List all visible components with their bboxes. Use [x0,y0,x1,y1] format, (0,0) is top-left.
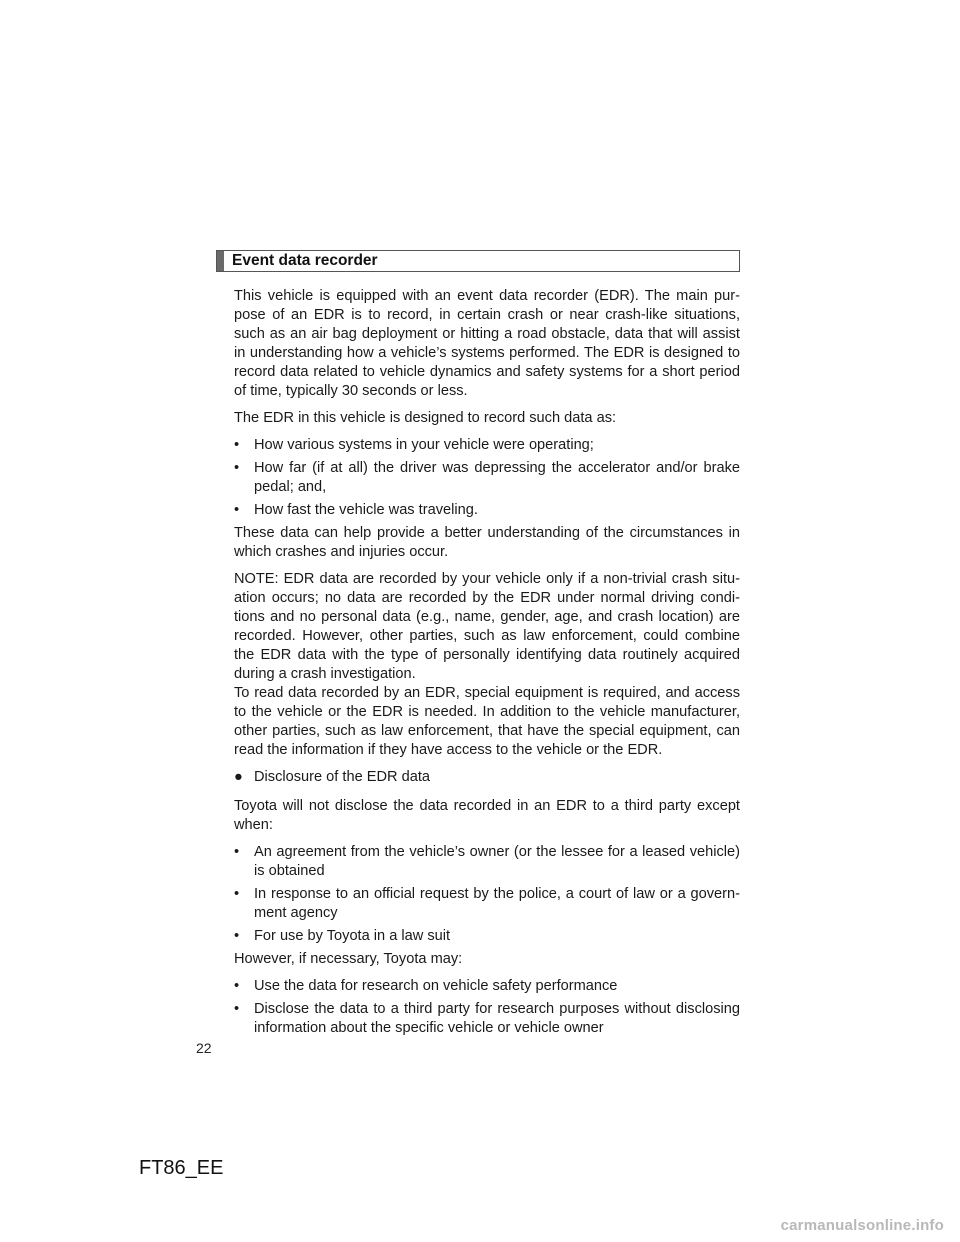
however-paragraph: However, if necessary, Toyota may: [234,951,463,967]
disclosure-subheading [234,768,740,787]
bullet-icon: • [234,886,240,902]
section-header [216,250,740,272]
filled-circle-icon: ● [234,769,243,785]
list1-intro: The EDR in this vehicle is designed to record such data as: [234,410,617,426]
bullet-icon: • [234,502,240,518]
bullet-icon: • [234,928,240,944]
body-content [234,287,740,1042]
intro-paragraph: This vehicle is equipped with an event data recorder (EDR). The main pur-pose of an EDR is to record, in certain crash or near crash-like situations, such as an air bag deployment or hitting a road obstacle, data that will assist in understanding how a vehicle’s systems performed. The EDR is designed to record data related to vehicle dynamics and safety systems for a short period of time, typically 30 seconds or less. [234,288,740,399]
list-item: • How fast the vehicle was traveling. [234,502,478,518]
list-item: • In response to an official request by the police, a court of law or a govern-ment agency [234,886,740,921]
disclosure-conditions-list [234,843,740,946]
list-item: • For use by Toyota in a law suit [234,928,451,944]
list-item: • Use the data for research on vehicle safety performance [234,978,618,994]
watermark: carmanualsonline.info [780,1217,944,1234]
access-paragraph: To read data recorded by an EDR, special equipment is required, and access to the vehicle or the EDR is needed. In addition to the vehicle manufacturer, other parties, such as law enforcement, that have the special equipment, can read the information if they have access to the vehicle or the EDR. [234,685,740,758]
list-item: • An agreement from the vehicle’s owner (or the lessee for a leased vehicle) is obtained [234,844,740,879]
bullet-icon: • [234,978,240,994]
after-list-paragraph: These data can help provide a better understanding of the circumstances in which crashes and injuries occur. [234,525,740,560]
list-item: • How various systems in your vehicle were operating; [234,437,594,453]
bullet-icon: • [234,1001,240,1017]
toyota-may-list [234,977,740,1038]
subheading-label: Disclosure of the EDR data [254,769,431,785]
note-paragraph: NOTE: EDR data are recorded by your vehicle only if a non-trivial crash situ-ation occurs; no data are recorded by the EDR under normal driving condi-tions and no personal data (e.g., name, gender, age, and crash location) are recorded. However, other parties, such as law enforcement, could combine the EDR data with the type of personally identifying data routinely acquired during a crash investigation. [234,571,740,682]
recorded-data-list [234,436,740,520]
bullet-icon: • [234,460,240,476]
list-item: • How far (if at all) the driver was depressing the accelerator and/or brake pedal; and, [234,460,740,495]
section-title: Event data recorder [232,252,378,269]
list-item: • Disclose the data to a third party for research purposes without disclosing information about the specific vehicle or vehicle owner [234,1001,740,1036]
section-header-bar [217,251,224,271]
bullet-icon: • [234,437,240,453]
page-number: 22 [196,1040,212,1056]
disclosure-intro: Toyota will not disclose the data recorded in an EDR to a third party except when: [234,798,740,833]
bullet-icon: • [234,844,240,860]
document-code: FT86_EE [139,1157,224,1179]
